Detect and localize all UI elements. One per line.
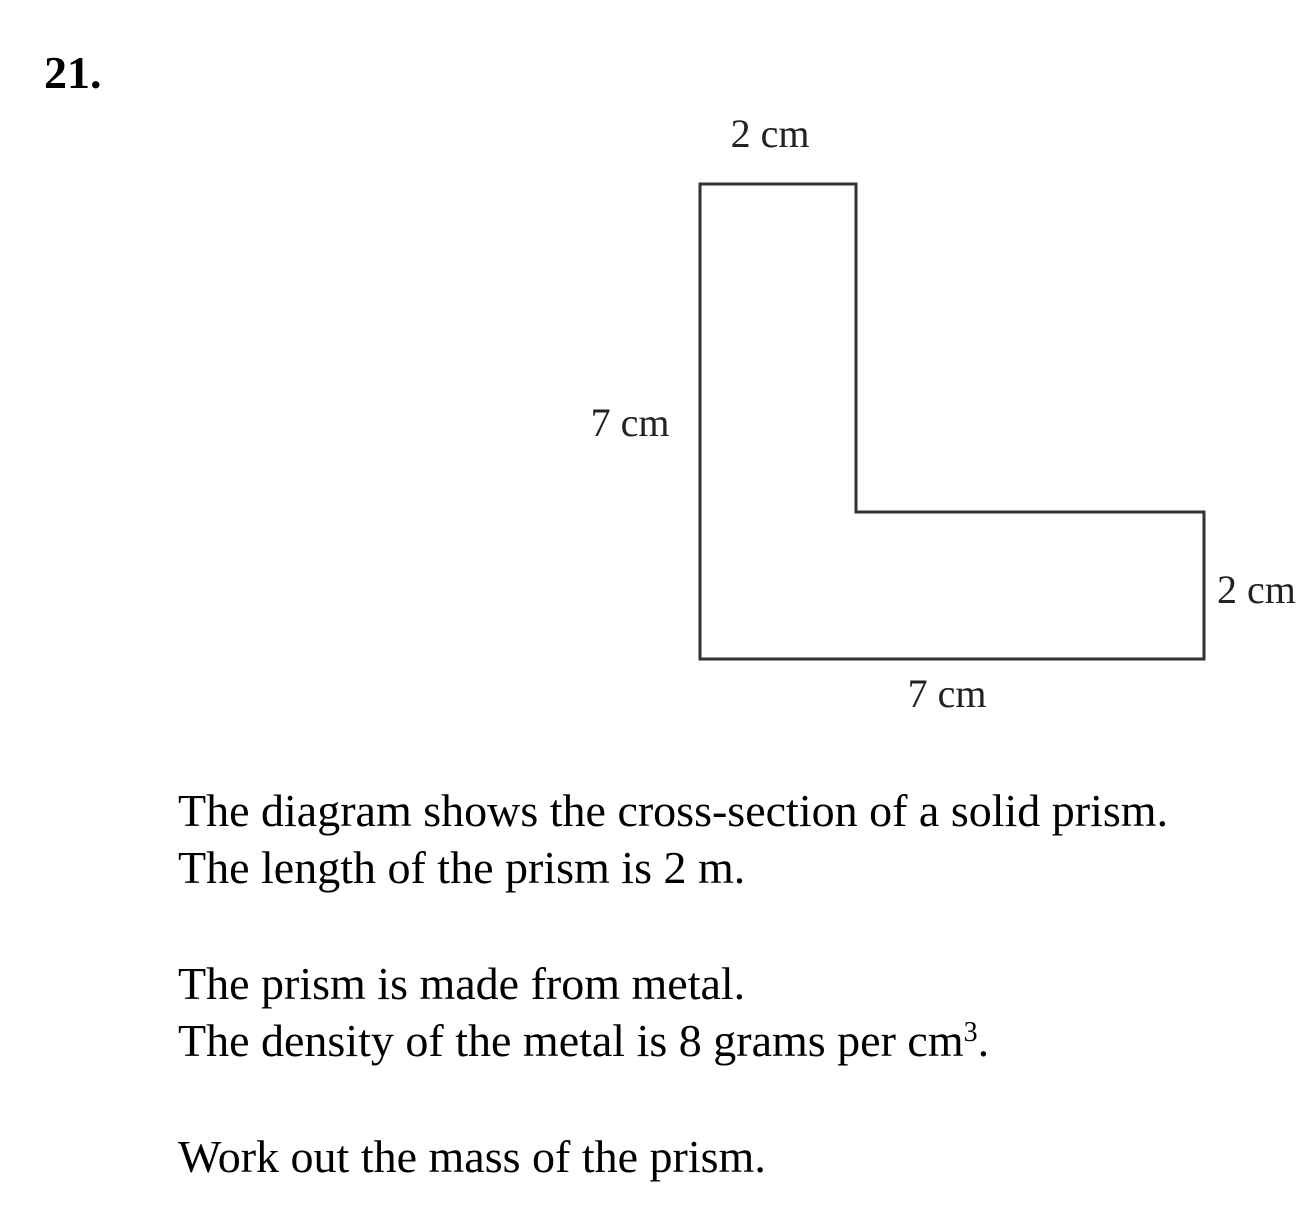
problem-question — [178, 1128, 766, 1185]
density-text: The density of the metal is 8 grams per cm — [178, 1015, 964, 1066]
density-exponent: 3 — [963, 1017, 978, 1048]
statement-cross-section: The diagram shows the cross-section of a solid prism. — [178, 785, 1169, 836]
label-bottom-width: 7 cm — [907, 671, 987, 716]
statement-length: The length of the prism is 2 m. — [178, 842, 746, 893]
statement-density — [178, 1012, 989, 1069]
label-left-height: 7 cm — [590, 400, 670, 445]
l-shape-outline — [700, 184, 1204, 659]
statement-task: Work out the mass of the prism. — [178, 1131, 766, 1182]
problem-statement-1 — [178, 782, 1168, 896]
problem-statement-2 — [178, 955, 989, 1069]
question-number: 21. — [44, 47, 102, 98]
label-right-height: 2 cm — [1217, 567, 1296, 612]
statement-material: The prism is made from metal. — [178, 958, 746, 1009]
label-top-width: 2 cm — [730, 111, 810, 156]
density-period: . — [977, 1015, 990, 1066]
